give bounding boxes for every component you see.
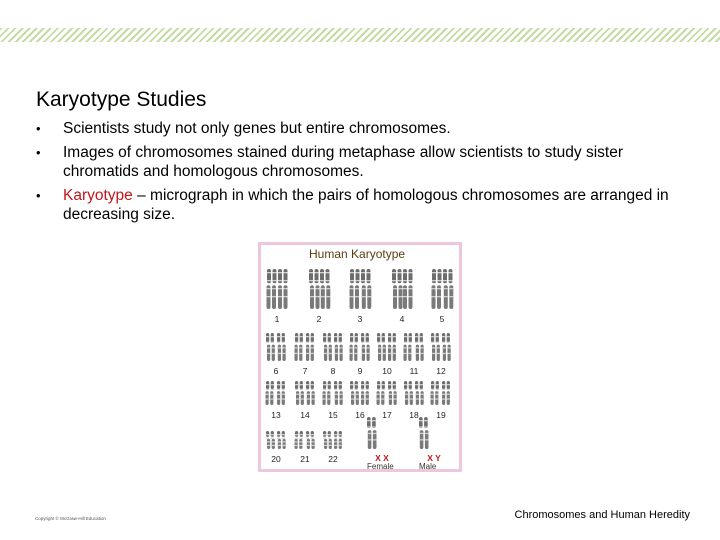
chromosome-pair-1 bbox=[266, 269, 290, 309]
chromosome-label: 16 bbox=[355, 410, 365, 420]
bullet-icon: • bbox=[36, 144, 41, 160]
bullet-list bbox=[36, 119, 686, 229]
chromosome-pair-11 bbox=[403, 333, 427, 361]
chromosome-label: 12 bbox=[436, 366, 446, 376]
chromosome-label: 21 bbox=[300, 454, 310, 464]
chromosome-label: 6 bbox=[273, 366, 279, 376]
karyotype-term: Karyotype bbox=[63, 186, 133, 204]
bullet-item bbox=[36, 186, 686, 225]
sex-label-female: Female bbox=[367, 462, 394, 471]
chromosome-pair-6 bbox=[265, 333, 289, 361]
bullet-icon: • bbox=[36, 187, 41, 203]
chromosome-label: 15 bbox=[328, 410, 338, 420]
bullet-text: – micrograph in which the pairs of homologous chromosomes are arranged in decreasing size. bbox=[63, 186, 669, 223]
sex-chromosome-label: X Y bbox=[427, 453, 441, 463]
chromosome-label: 8 bbox=[330, 366, 336, 376]
bullet-icon: • bbox=[36, 121, 41, 136]
chromosome-label: 14 bbox=[300, 410, 310, 420]
chromosome-pair-21 bbox=[294, 431, 318, 449]
chromosome-pair-19 bbox=[430, 381, 454, 405]
chromosome-pair-8 bbox=[322, 333, 346, 361]
chromosome-pair-16 bbox=[349, 381, 373, 405]
chromosome-pair-2 bbox=[308, 269, 332, 309]
sex-label-male: Male bbox=[419, 462, 437, 471]
chromosome-pair-10 bbox=[376, 333, 400, 361]
chromosome-label: 17 bbox=[382, 410, 392, 420]
chromosome-pair-4 bbox=[391, 269, 415, 309]
chromosome-label: 11 bbox=[409, 366, 419, 376]
chromosome-label: 19 bbox=[436, 410, 446, 420]
bullet-item bbox=[36, 119, 686, 139]
chromosome-pair-5 bbox=[431, 269, 455, 309]
chromosome-label: 1 bbox=[274, 314, 280, 324]
sex-chromosomes-male bbox=[417, 417, 447, 451]
chromosome-label: 7 bbox=[302, 366, 308, 376]
chromosome-label: 22 bbox=[328, 454, 338, 464]
chromosome-label: 10 bbox=[382, 366, 392, 376]
chromosome-label: 5 bbox=[439, 314, 445, 324]
karyotype-title: Human Karyotype bbox=[309, 247, 406, 261]
chromosome-pair-13 bbox=[265, 381, 289, 405]
chromosome-label: 3 bbox=[357, 314, 363, 324]
bullet-item bbox=[36, 143, 686, 182]
chromosome-pair-12 bbox=[430, 333, 454, 361]
chromosome-label: 4 bbox=[399, 314, 405, 324]
sex-chromosomes-female bbox=[365, 417, 395, 451]
chromosome-pair-17 bbox=[376, 381, 400, 405]
chromosome-pair-22 bbox=[322, 431, 346, 449]
chromosome-pair-14 bbox=[294, 381, 318, 405]
bullet-text: Images of chromosomes stained during metaphase allow scientists to study sister chromatids and homologous chromosomes. bbox=[63, 143, 623, 180]
sex-chromosome-label: X X bbox=[375, 453, 389, 463]
chromosome-pair-7 bbox=[294, 333, 318, 361]
chromosome-label: 18 bbox=[409, 410, 419, 420]
copyright-text: Copyright © McGraw-Hill Education bbox=[35, 516, 106, 521]
chromosome-pair-18 bbox=[403, 381, 427, 405]
chromosome-label: 13 bbox=[271, 410, 281, 420]
karyotype-image bbox=[258, 242, 462, 472]
chromosome-pair-20 bbox=[265, 431, 289, 449]
chromosome-pair-3 bbox=[349, 269, 373, 309]
chromosome-label: 20 bbox=[271, 454, 281, 464]
chromosome-label: 9 bbox=[357, 366, 363, 376]
chromosome-pair-15 bbox=[322, 381, 346, 405]
slide-title: Karyotype Studies bbox=[36, 88, 207, 111]
chromosome-label: 2 bbox=[316, 314, 322, 324]
chromosome-pair-9 bbox=[349, 333, 373, 361]
footer-title: Chromosomes and Human Heredity bbox=[514, 509, 690, 521]
bullet-text: Scientists study not only genes but entire chromosomes. bbox=[63, 120, 451, 137]
decorative-top-band bbox=[0, 28, 720, 42]
